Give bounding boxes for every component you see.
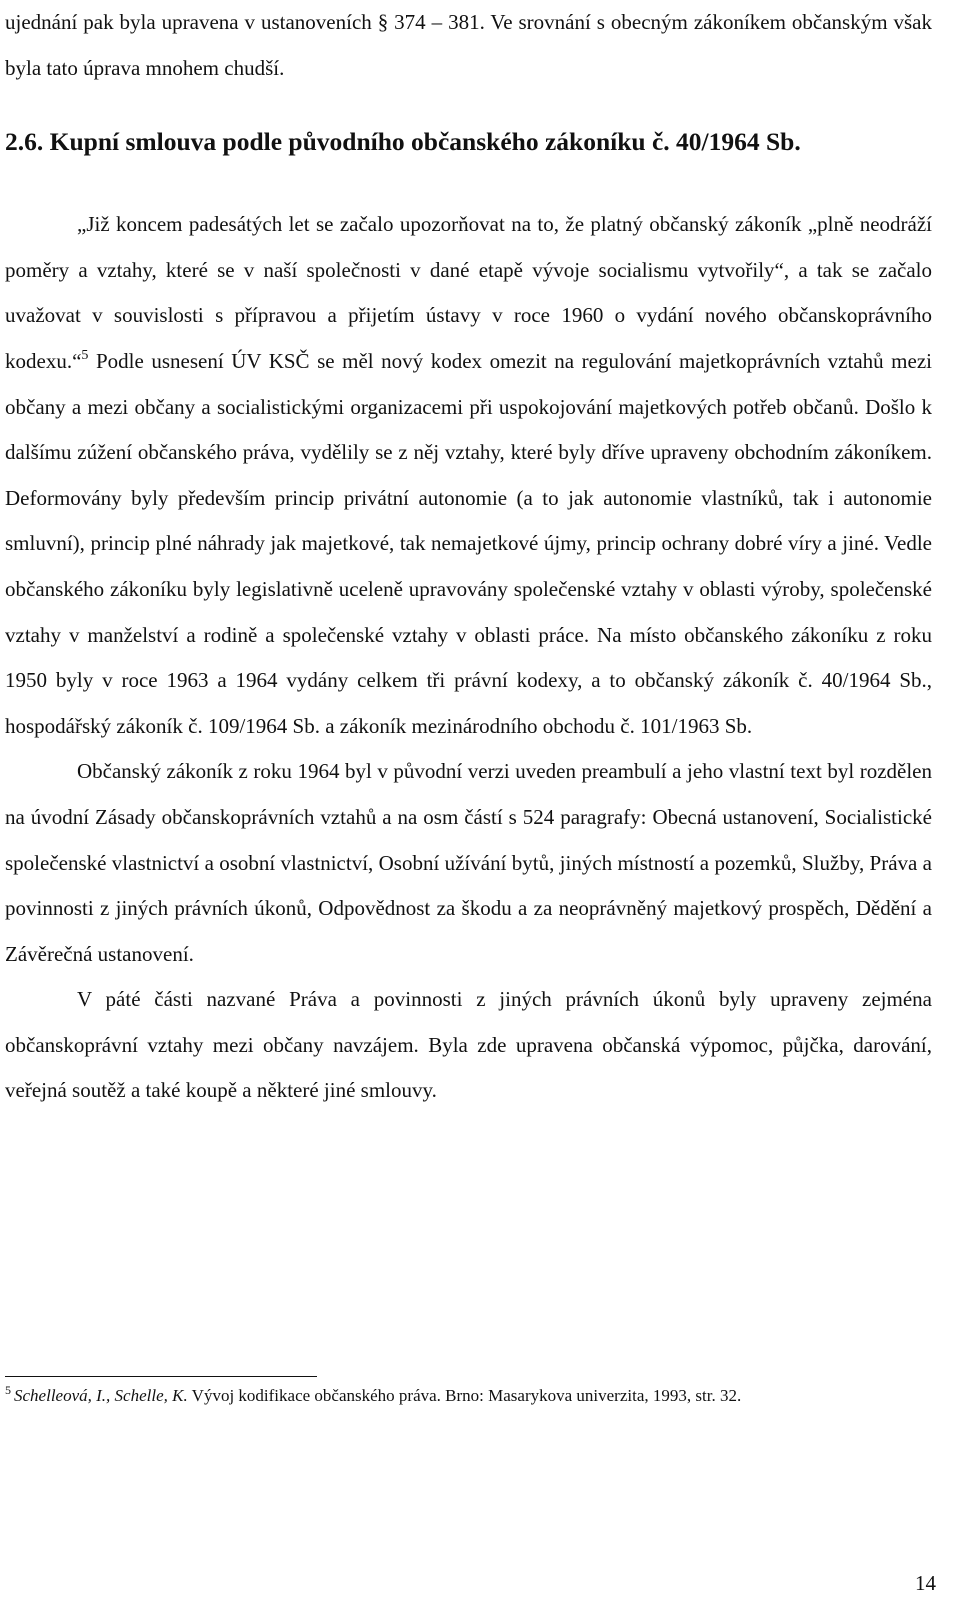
paragraph-1-body: Podle usnesení ÚV KSČ se měl nový kodex omezit na regulování majetkoprávních vztahů mezi občany a mezi občany a socialistickými organizacemi při uspokojování majetkových potřeb občanů. Došlo k dalšímu zúžení občanského práva, vydělily se z něj vztahy, které byly dříve upraveny obchodním zákoníkem. Deformovány byly především princip privátní autonomie (a to jak autonomie vlastníků, tak i autonomie smluvní), princip plné náhrady jak majetkové, tak nemajetkové újmy, princip ochrany dobré víry a jiné. Vedle občanského zákoníku byly legislativně uceleně upravovány společenské vztahy v oblasti výroby, společenské vztahy v manželství a rodině a společenské vztahy v oblasti práce. Na místo občanského zákoníku z roku 1950 byly v roce 1963 a 1964 vydány celkem tři právní kodexy, a to občanský zákoník č. 40/1964 Sb., hospodářský zákoník č. 109/1964 Sb. a zákoník mezinárodního obchodu č. 101/1963 Sb. (5, 348, 932, 738)
footnote-divider (5, 1376, 317, 1377)
paragraph-3: V páté části nazvané Práva a povinnosti z jiných právních úkonů byly upraveny zejména občanskoprávní vztahy mezi občany navzájem. Byla zde upravena občanská výpomoc, půjčka, darování, veřejná soutěž a také koupě a některé jiné smlouvy. (5, 987, 932, 1103)
footnote-number: 5 (5, 1383, 11, 1397)
paragraph-2: Občanský zákoník z roku 1964 byl v původní verzi uveden preambulí a jeho vlastní text byl rozdělen na úvodní Zásady občanskoprávních vztahů a na osm částí s 524 paragrafy: Obecná ustanovení, Socialistické společenské vlastnictví a osobní vlastnictví, Osobní užívání bytů, jiných místností a pozemků, Služby, Práva a povinnosti z jiných právních úkonů, Odpovědnost za škodu a za neoprávněný majetkový prospěch, Dědění a Závěrečná ustanovení. (5, 759, 932, 966)
intro-paragraph: ujednání pak byla upravena v ustanoveních § 374 – 381. Ve srovnání s obecným zákoníkem občanským však byla tato úprava mnohem chudší. (5, 10, 932, 80)
page-number: 14 (915, 1571, 936, 1595)
footnote (5, 1384, 932, 1407)
footnote-text: Vývoj kodifikace občanského práva. Brno: Masarykova univerzita, 1993, str. 32. (187, 1386, 742, 1405)
paragraph-1 (5, 202, 932, 749)
section-heading: 2.6. Kupní smlouva podle původního občanského zákoníku č. 40/1964 Sb. (5, 127, 801, 157)
paragraph-1-quote: „Již koncem padesátých let se začalo upozorňovat na to, že platný občanský zákoník „plně neodráží poměry a vztahy, které se v naší společnosti v dané etapě vývoje socialismu vytvořily“, a tak se začalo uvažovat v souvislosti s přípravou a přijetím ústavy v roce 1960 o vydání nového občanskoprávního kodexu.“ (5, 212, 932, 373)
footnote-authors: Schelleová, I., Schelle, K. (14, 1386, 188, 1405)
page-content (5, 0, 932, 1114)
footnote-reference[interactable]: 5 (81, 347, 89, 363)
